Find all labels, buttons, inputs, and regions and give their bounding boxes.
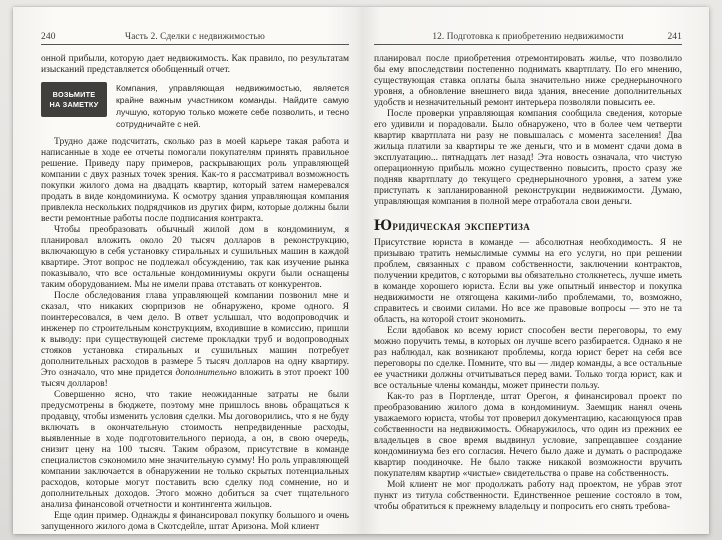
- right-page-header: [374, 31, 682, 45]
- left-page-body: [41, 54, 349, 533]
- note-badge: ВОЗЬМИТЕ НА ЗАМЕТКУ: [41, 82, 107, 117]
- page-number: 241: [667, 32, 682, 42]
- page-number: 240: [41, 32, 56, 42]
- note-box: [41, 82, 349, 130]
- section-heading: Юридическая экспертиза: [374, 217, 531, 234]
- right-page-body: [374, 54, 682, 513]
- paragraph: Если вдобавок ко всему юрист способен вести переговоры, то ему можно поручить темы, в которых он лучше всего разбирается. Однако я не раз наблюдал, как возникают проблемы, когда юрист берет на себя все переговоры по сделке. Помните, что вы — лидер команды, а все остальные ее участники должны отчитываться перед вами. Только тогда юрист, как и все остальные члены команды, может принести пользу.: [374, 326, 682, 391]
- paragraph: онной прибыли, которую дает недвижимость. Как правило, по результатам изысканий представляется обобщенный отчет.: [41, 54, 349, 75]
- paragraph: Мой клиент не мог продолжать работу над проектом, не убрав этот пункт из титула собственности. Единственное решение состояло в том, чтобы обратиться к прежнему владельцу и попросить его снять требова-: [374, 480, 682, 512]
- paragraph: Присутствие юриста в команде — абсолютная необходимость. Я не призываю тратить немыслимые суммы на его услуги, но при решении проблем, связанных с правом собственности, заключении контрактов, получении кредитов, с которыми вы обязательно столкнетесь, лучше иметь в команде хорошего юриста. Если вы уже опытный инвестор и покупка недвижимости не отягощена какими-либо проблемами, то, возможно, справитесь и своими силами. Но все же правовые вопросы — это не та область, на которой стоит экономить.: [374, 238, 682, 325]
- note-text: Компания, управляющая недвижимостью, является крайне важным участником команды. Найдите самую лучшую, которую только можете себе позволить, и тесно сотрудничайте с ней.: [116, 83, 349, 129]
- right-page: [361, 7, 709, 534]
- paragraph: После обследования глава управляющей компании позвонил мне и сказал, что никаких сюрпризов не обнаружено, кроме одного. Я поинтересовался, в чем дело. В ответ услышал, что водопроводчик и инженер по строительным конструкциям, входившие в комиссию, пришли к выводу: при существующей системе прокладки труб и водопроводных стояков установка стиральных и сушильных машин потребует дополнительных расходов в размере 5 тысяч долларов на одну квартиру. Это означало, что мне придется дополнительно вложить в этот проект 100 тысяч долларов!: [41, 291, 350, 389]
- paragraph: Как-то раз в Портленде, штат Орегон, я финансировал проект по преобразованию жилого дома в кондоминиум. Заемщик нанял очень уважаемого юриста, чтобы тот проверил документацию, касающуюся прав собственности на недвижимость. Обнаружилось, что один из прежних ее владельцев в свое время выдвинул условие, запрещавшее создание кондоминиума без его согласия. Нечего было даже и думать о распродаже квартир поодиночке. Не было также никакой возможности вручить покупателям квартир «чистые» свидетельства о праве на собственность.: [374, 392, 682, 479]
- book-spread: [13, 7, 709, 534]
- left-page-header: [41, 31, 349, 45]
- paragraph: После проверки управляющая компания сообщила сведения, которые его удивили и порадовали. Было обнаружено, что в более чем четверти квартир квартплата ни разу не повышалась с момента заселения! Два жильца платили за квартиры те же деньги, что и в момент сдачи дома в эксплуатацию... пятнадцать лет назад! Эта новость означала, что чистую операционную прибыль можно существенно повысить, просто сразу же подняв квартплату до текущего среднерыночного уровня, а затем уже приступать к запланированной реконструкции недвижимости. Думаю, управляющая компания в полной мере отработала свои деньги.: [374, 109, 682, 207]
- left-page: [13, 7, 361, 534]
- paragraph: Еще один пример. Однажды я финансировал покупку большого и очень запущенного жилого дома в Скотсдейле, штат Аризона. Мой клиент: [41, 511, 349, 532]
- paragraph: планировал после приобретения отремонтировать жилье, что позволило бы ему впоследствии постепенно поднимать квартплату. По его мнению, существующая ставка оплаты была значительно ниже среднерыночного уровня, а обновление внешнего вида здания, внесение дополнительных удобств и незначительный ремонт интерьера позволяли повысить ее.: [374, 54, 682, 108]
- paragraph: Совершенно ясно, что такие неожиданные затраты не были предусмотрены в бюджете, поэтому мне пришлось вновь обращаться к продавцу, чтобы изменить условия сделки. Мы договорились, что я не буду включать в окончательную стоимость непредвиденные расходы, выявленные в ходе подготовительного периода, а он, в свою очередь, снизит цену на 100 тысяч. Таким образом, присутствие в команде специалистов сэкономило мне значительную сумму! Но роль управляющей компании заключается в обнаружении не только скрытых потенциальных расходов, которые могут поставить всю сделку под сомнение, но и дополнительных доходов. Этого можно добиться за счет тщательного анализа финансовой отчетности и контингента жильцов.: [41, 390, 349, 510]
- running-title: Часть 2. Сделки с недвижимостью: [125, 32, 265, 42]
- paragraph: Трудно даже подсчитать, сколько раз в моей карьере такая работа и написанные в ходе ее отчеты помогали покупателям принять правильное решение. Приведу пару примеров, раскрывающих роль управляющей компании с двух разных точек зрения. Как-то я рассматривал возможность покупки жилого дома на двадцать квартир, который затем намеревался продать в виде кондоминиума. К осмотру здания управляющая компания привлекла нескольких подрядчиков из других фирм, которые должны были вести ремонтные работы после подписания контракта.: [41, 137, 349, 224]
- paragraph: Чтобы преобразовать обычный жилой дом в кондоминиум, я планировал вложить около 20 тысяч долларов в реконструкцию, включающую в себя установку стиральных и сушильных машин в каждой квартире. Этот вопрос не подлежал обсуждению, так как изучение рынка показывало, что все остальные кондоминиумы округи были оснащены таким оборудованием. Мы не имели права отставать от конкурентов.: [41, 225, 349, 290]
- running-title: 12. Подготовка к приобретению недвижимости: [432, 32, 624, 42]
